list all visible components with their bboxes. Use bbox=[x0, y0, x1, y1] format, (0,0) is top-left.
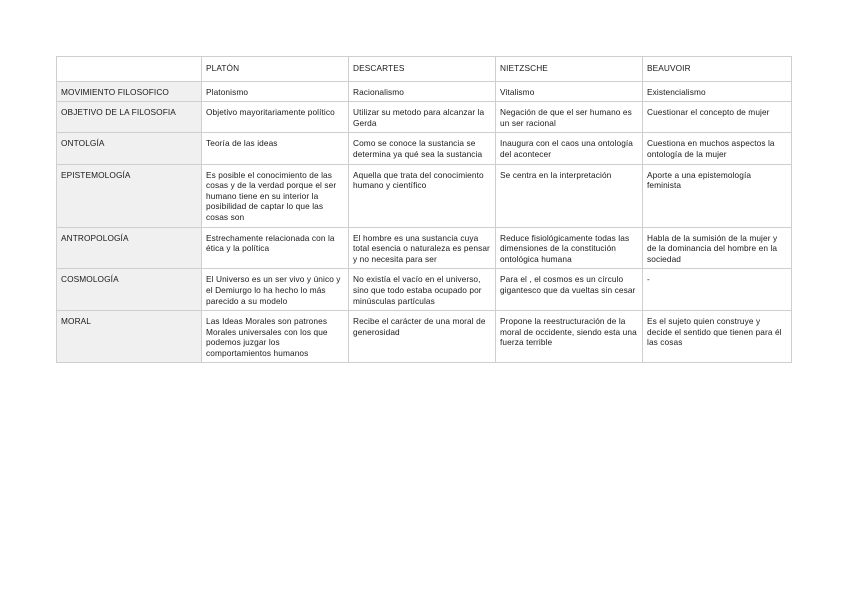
table-row bbox=[57, 102, 792, 133]
table-row bbox=[57, 164, 792, 227]
row-label: ANTROPOLOGÍA bbox=[57, 227, 202, 269]
table-cell: El hombre es una sustancia cuya total esencia o naturaleza es pensar y no necesita para ser bbox=[349, 227, 496, 269]
table-cell: Las Ideas Morales son patrones Morales universales con los que podemos juzgar los comportamientos humanos bbox=[202, 311, 349, 363]
table-cell: Como se conoce la sustancia se determina ya qué sea la sustancia bbox=[349, 133, 496, 164]
row-label: MOVIMIENTO FILOSOFICO bbox=[57, 81, 202, 102]
table-cell: No existía el vacío en el universo, sino que todo estaba ocupado por minúsculas partículas bbox=[349, 269, 496, 311]
table-cell: El Universo es un ser vivo y único y el Demiurgo lo ha hecho lo más parecido a su modelo bbox=[202, 269, 349, 311]
table-cell: Inaugura con el caos una ontología del acontecer bbox=[496, 133, 643, 164]
table-row bbox=[57, 133, 792, 164]
row-label: OBJETIVO DE LA FILOSOFIA bbox=[57, 102, 202, 133]
table-cell: Objetivo mayoritariamente político bbox=[202, 102, 349, 133]
table-cell: Cuestiona en muchos aspectos la ontología de la mujer bbox=[643, 133, 792, 164]
table-cell: Es posible el conocimiento de las cosas y de la verdad porque el ser humano tiene en su interior la posibilidad de captar lo que las cosas son bbox=[202, 164, 349, 227]
table-cell: Utilizar su metodo para alcanzar la Gerda bbox=[349, 102, 496, 133]
table-cell: Es el sujeto quien construye y decide el sentido que tienen para él las cosas bbox=[643, 311, 792, 363]
header-cell-beauvoir: BEAUVOIR bbox=[643, 57, 792, 82]
row-label: EPISTEMOLOGÍA bbox=[57, 164, 202, 227]
table-cell: - bbox=[643, 269, 792, 311]
row-label: COSMOLOGÍA bbox=[57, 269, 202, 311]
table-cell: Negación de que el ser humano es un ser racional bbox=[496, 102, 643, 133]
table-cell: Platonismo bbox=[202, 81, 349, 102]
philosophers-comparison-table bbox=[56, 56, 792, 363]
table-row bbox=[57, 269, 792, 311]
table-cell: Teoría de las ideas bbox=[202, 133, 349, 164]
table-cell: Habla de la sumisión de la mujer y de la dominancia del hombre en la sociedad bbox=[643, 227, 792, 269]
header-cell-platon: PLATÓN bbox=[202, 57, 349, 82]
table-row bbox=[57, 81, 792, 102]
table-cell: Existencialismo bbox=[643, 81, 792, 102]
table-cell: Propone la reestructuración de la moral de occidente, siendo esta una fuerza terrible bbox=[496, 311, 643, 363]
table-row bbox=[57, 311, 792, 363]
table-cell: Aporte a una epistemología feminista bbox=[643, 164, 792, 227]
table-cell: Recibe el carácter de una moral de generosidad bbox=[349, 311, 496, 363]
table-header-row bbox=[57, 57, 792, 82]
table-cell: Reduce fisiológicamente todas las dimensiones de la constitución ontológica humana bbox=[496, 227, 643, 269]
header-cell-descartes: DESCARTES bbox=[349, 57, 496, 82]
table-cell: Se centra en la interpretación bbox=[496, 164, 643, 227]
table-cell: Cuestionar el concepto de mujer bbox=[643, 102, 792, 133]
table-cell: Vitalismo bbox=[496, 81, 643, 102]
table-cell: Para el , el cosmos es un círculo gigantesco que da vueltas sin cesar bbox=[496, 269, 643, 311]
row-label: ONTOLGÍA bbox=[57, 133, 202, 164]
table-cell: Racionalismo bbox=[349, 81, 496, 102]
table-cell: Aquella que trata del conocimiento humano y científico bbox=[349, 164, 496, 227]
table-row bbox=[57, 227, 792, 269]
header-cell-empty bbox=[57, 57, 202, 82]
table-cell: Estrechamente relacionada con la ética y la política bbox=[202, 227, 349, 269]
row-label: MORAL bbox=[57, 311, 202, 363]
header-cell-nietzsche: NIETZSCHE bbox=[496, 57, 643, 82]
